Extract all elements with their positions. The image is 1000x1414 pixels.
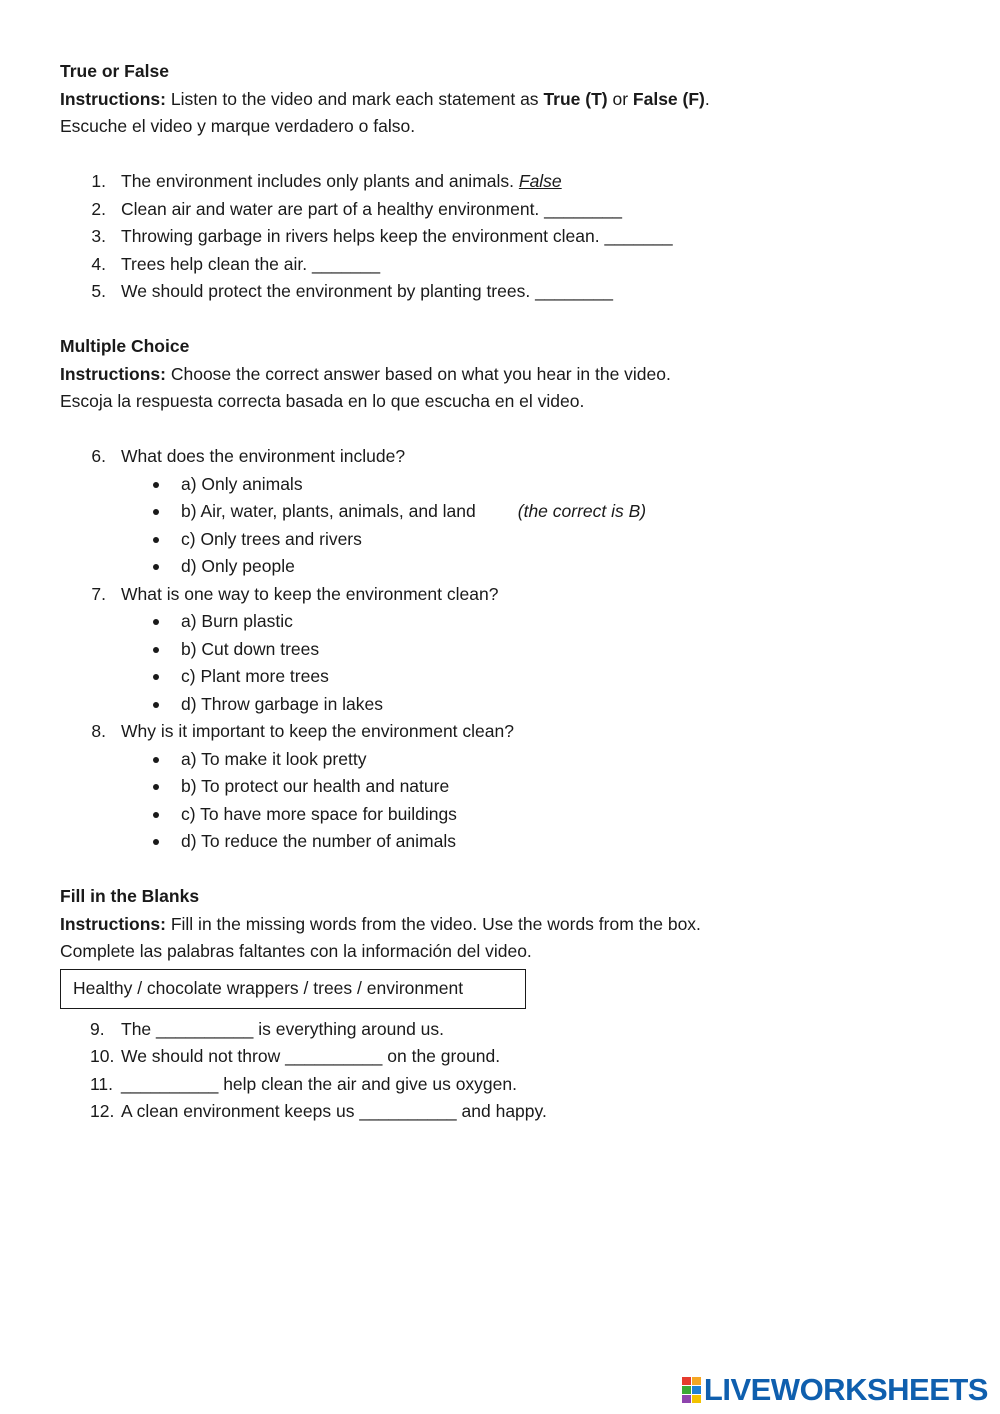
mc-instructions: Instructions: Choose the correct answer based on what you hear in the video. — [60, 363, 671, 384]
mc-option[interactable]: a) Burn plastic — [60, 608, 960, 636]
answer-note: (the correct is B) — [517, 501, 647, 521]
fb-spanish-instructions: Complete las palabras faltantes con la información del video. — [60, 941, 532, 961]
tf-item: 4. Trees help clean the air. _______ — [91, 253, 381, 274]
fb-item: 12. A clean environment keeps us __________ and happy. — [90, 1101, 547, 1121]
mc-option[interactable]: d) Throw garbage in lakes — [60, 691, 960, 719]
tf-item: 1. The environment includes only plants and animals. False — [91, 171, 562, 191]
fb-instructions: Instructions: Fill in the missing words from the video. Use the words from the box. — [60, 913, 701, 934]
mc-option[interactable]: c) Plant more trees — [60, 663, 960, 691]
tf-item: 3. Throwing garbage in rivers helps keep the environment clean. _______ — [91, 226, 673, 246]
bullet-icon — [153, 784, 159, 790]
bullet-icon — [153, 482, 159, 488]
tf-instructions: Instructions: Listen to the video and mark each statement as True (T) or False (F). — [60, 88, 710, 109]
word-box: Healthy / chocolate wrappers / trees / environment — [60, 969, 526, 1009]
fb-item: 9. The __________ is everything around us. — [90, 1018, 445, 1039]
tf-item: 5. We should protect the environment by planting trees. ________ — [91, 281, 613, 301]
mc-option[interactable]: d) To reduce the number of animals — [60, 828, 960, 856]
mc-option[interactable]: c) Only trees and rivers — [60, 526, 960, 554]
bullet-icon — [153, 839, 159, 845]
tf-item: 2. Clean air and water are part of a healthy environment. ________ — [91, 198, 623, 219]
tf-spanish-instructions: Escuche el video y marque verdadero o falso. — [60, 116, 416, 136]
mc-option[interactable]: a) To make it look pretty — [60, 746, 960, 774]
mc-option[interactable]: b) To protect our health and nature — [60, 773, 960, 801]
fb-heading: Fill in the Blanks — [60, 886, 200, 906]
bullet-icon — [153, 702, 159, 708]
bullet-icon — [153, 509, 159, 515]
logo-text: LIVEWORKSHEETS — [703, 1372, 988, 1407]
liveworksheets-logo-icon — [682, 1377, 701, 1403]
mc-option[interactable]: b) Air, water, plants, animals, and land (the correct is B) — [60, 498, 960, 526]
liveworksheets-logo[interactable] — [682, 1372, 988, 1408]
mc-question: 8. Why is it important to keep the environment clean? — [91, 721, 514, 741]
bullet-icon — [153, 674, 159, 680]
mc-option[interactable]: b) Cut down trees — [60, 636, 960, 664]
fb-item: 11. __________ help clean the air and give us oxygen. — [90, 1073, 517, 1094]
mc-option[interactable]: a) Only animals — [60, 471, 960, 499]
bullet-icon — [153, 537, 159, 543]
mc-heading: Multiple Choice — [60, 336, 190, 356]
bullet-icon — [153, 564, 159, 570]
mc-option[interactable]: c) To have more space for buildings — [60, 801, 960, 829]
tf-answer[interactable]: False — [518, 171, 562, 191]
bullet-icon — [153, 812, 159, 818]
tf-heading: True or False — [60, 61, 169, 81]
mc-spanish-instructions: Escoja la respuesta correcta basada en lo que escucha en el video. — [60, 391, 585, 411]
mc-question: 6. What does the environment include? — [91, 446, 406, 466]
fb-item: 10. We should not throw __________ on the ground. — [90, 1046, 501, 1066]
bullet-icon — [153, 619, 159, 625]
mc-option[interactable]: d) Only people — [60, 553, 960, 581]
bullet-icon — [153, 757, 159, 763]
worksheet — [60, 58, 960, 1126]
mc-question: 7. What is one way to keep the environment clean? — [91, 583, 499, 604]
bullet-icon — [153, 647, 159, 653]
